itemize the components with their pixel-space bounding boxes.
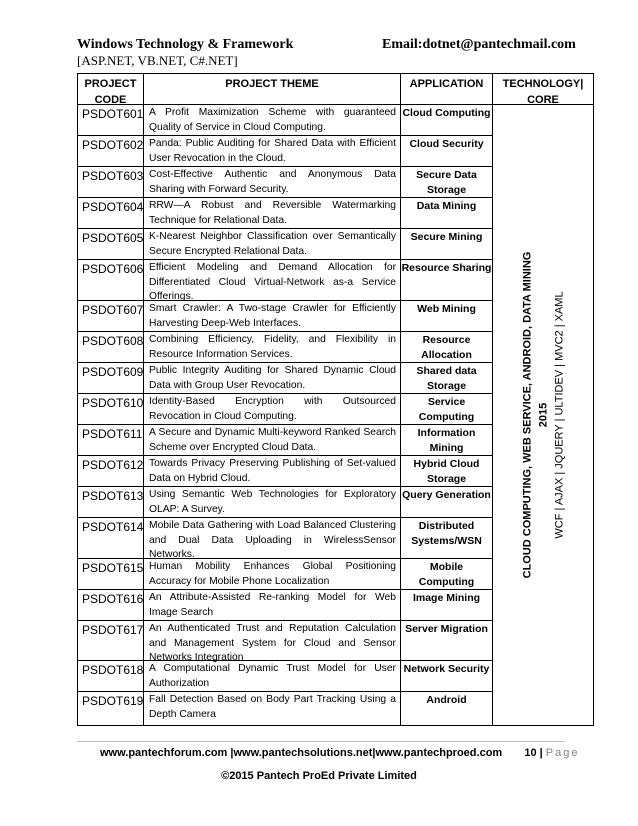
application-cell: Image Mining bbox=[400, 589, 493, 621]
application-cell: Distributed Systems/WSN bbox=[400, 517, 493, 559]
project-theme-cell: Panda: Public Auditing for Shared Data with Efficient User Revocation in the Cloud. bbox=[143, 135, 401, 167]
project-code-cell: PSDOT617 bbox=[77, 620, 144, 661]
project-code-cell: PSDOT619 bbox=[77, 691, 144, 726]
contact-email: Email:dotnet@pantechmail.com bbox=[382, 37, 576, 52]
application-cell: Android bbox=[400, 691, 493, 726]
application-cell: Mobile Computing bbox=[400, 558, 493, 590]
project-theme-cell: Public Integrity Auditing for Shared Dynamic Cloud Data with Group User Revocation. bbox=[143, 362, 401, 394]
header-code-line1: PROJECT bbox=[84, 78, 137, 90]
technology-core-cell bbox=[492, 104, 594, 726]
project-code-cell: PSDOT612 bbox=[77, 455, 144, 487]
project-code-cell: PSDOT602 bbox=[77, 135, 144, 167]
footer-divider bbox=[77, 741, 565, 742]
project-theme-cell: Smart Crawler: A Two-stage Crawler for Efficiently Harvesting Deep-Web Interfaces. bbox=[143, 300, 401, 332]
project-code-cell: PSDOT606 bbox=[77, 259, 144, 301]
project-theme-cell: Combining Efficiency, Fidelity, and Flexibility in Resource Information Services. bbox=[143, 331, 401, 363]
project-code-cell: PSDOT604 bbox=[77, 197, 144, 229]
project-theme-cell: Fall Detection Based on Body Part Tracking Using a Depth Camera bbox=[143, 691, 401, 726]
project-theme-cell: Mobile Data Gathering with Load Balanced Clustering and Dual Data Uploading in WirelessSensor Networks. bbox=[143, 517, 401, 559]
project-code-cell: PSDOT605 bbox=[77, 228, 144, 260]
application-cell: Network Security bbox=[400, 660, 493, 692]
technology-year: 2015 bbox=[537, 402, 549, 428]
technology-domains: CLOUD COMPUTING, WEB SERVICE, ANDROID, DATA MINING bbox=[521, 251, 533, 579]
project-code-cell: PSDOT608 bbox=[77, 331, 144, 363]
application-cell: Secure Data Storage bbox=[400, 166, 493, 198]
project-code-cell: PSDOT613 bbox=[77, 486, 144, 518]
project-code-cell: PSDOT607 bbox=[77, 300, 144, 332]
footer-websites: www.pantechforum.com |www.pantechsolutions.net|www.pantechproed.com bbox=[100, 747, 503, 759]
document-subtitle: [ASP.NET, VB.NET, C#.NET] bbox=[77, 53, 238, 68]
page-number: 10 | bbox=[524, 747, 543, 759]
application-cell: Cloud Computing bbox=[400, 104, 493, 136]
header-code-line2: CODE bbox=[94, 94, 127, 106]
application-cell: Hybrid Cloud Storage bbox=[400, 455, 493, 487]
project-code-cell: PSDOT614 bbox=[77, 517, 144, 559]
project-code-cell: PSDOT615 bbox=[77, 558, 144, 590]
application-cell: Data Mining bbox=[400, 197, 493, 229]
header-application: APPLICATION bbox=[400, 73, 493, 105]
application-cell: Web Mining bbox=[400, 300, 493, 332]
project-theme-cell: An Authenticated Trust and Reputation Calculation and Management System for Cloud and Sensor Networks Integration bbox=[143, 620, 401, 661]
project-theme-cell: A Profit Maximization Scheme with guaranteed Quality of Service in Cloud Computing. bbox=[143, 104, 401, 136]
project-theme-cell: An Attribute-Assisted Re-ranking Model for Web Image Search bbox=[143, 589, 401, 621]
technology-stack: WCF | AJAX | JQUERY | ULTIDEV | MVC2 | XAML bbox=[553, 291, 565, 539]
application-cell: Resource Sharing bbox=[400, 259, 493, 301]
application-cell: Cloud Security bbox=[400, 135, 493, 167]
application-cell: Server Migration bbox=[400, 620, 493, 661]
footer-copyright: ©2015 Pantech ProEd Private Limited bbox=[221, 770, 417, 782]
document-title: Windows Technology & Framework bbox=[77, 37, 294, 52]
project-code-cell: PSDOT611 bbox=[77, 424, 144, 456]
application-cell: Service Computing bbox=[400, 393, 493, 425]
project-code-cell: PSDOT610 bbox=[77, 393, 144, 425]
application-cell: Secure Mining bbox=[400, 228, 493, 260]
project-code-cell: PSDOT616 bbox=[77, 589, 144, 621]
project-theme-cell: Cost-Effective Authentic and Anonymous Data Sharing with Forward Security. bbox=[143, 166, 401, 198]
header-project-code bbox=[77, 73, 144, 105]
project-theme-cell: Human Mobility Enhances Global Positioning Accuracy for Mobile Phone Localization bbox=[143, 558, 401, 590]
header-project-theme: PROJECT THEME bbox=[143, 73, 401, 105]
application-cell: Shared data Storage bbox=[400, 362, 493, 394]
project-code-cell: PSDOT601 bbox=[77, 104, 144, 136]
project-theme-cell: A Secure and Dynamic Multi-keyword Ranked Search Scheme over Encrypted Cloud Data. bbox=[143, 424, 401, 456]
page-label: Page bbox=[545, 747, 580, 759]
project-theme-cell: Efficient Modeling and Demand Allocation for Differentiated Cloud Virtual-Network as-a Service Offerings. bbox=[143, 259, 401, 301]
project-code-cell: PSDOT609 bbox=[77, 362, 144, 394]
application-cell: Query Generation bbox=[400, 486, 493, 518]
project-theme-cell: Using Semantic Web Technologies for Exploratory OLAP: A Survey. bbox=[143, 486, 401, 518]
header-technology bbox=[492, 73, 594, 105]
application-cell: Resource Allocation bbox=[400, 331, 493, 363]
project-theme-cell: Towards Privacy Preserving Publishing of Set-valued Data on Hybrid Cloud. bbox=[143, 455, 401, 487]
project-code-cell: PSDOT603 bbox=[77, 166, 144, 198]
project-theme-cell: K-Nearest Neighbor Classification over Semantically Secure Encrypted Relational Data. bbox=[143, 228, 401, 260]
project-code-cell: PSDOT618 bbox=[77, 660, 144, 692]
header-tech-line2: CORE bbox=[527, 94, 559, 106]
application-cell: Information Mining bbox=[400, 424, 493, 456]
project-theme-cell: Identity-Based Encryption with Outsourced Revocation in Cloud Computing. bbox=[143, 393, 401, 425]
technology-rotated-text bbox=[519, 252, 567, 579]
header-tech-line1: TECHNOLOGY| bbox=[502, 78, 584, 90]
project-theme-cell: A Computational Dynamic Trust Model for User Authorization bbox=[143, 660, 401, 692]
footer-links bbox=[100, 747, 579, 759]
project-theme-cell: RRW—A Robust and Reversible Watermarking Technique for Relational Data. bbox=[143, 197, 401, 229]
